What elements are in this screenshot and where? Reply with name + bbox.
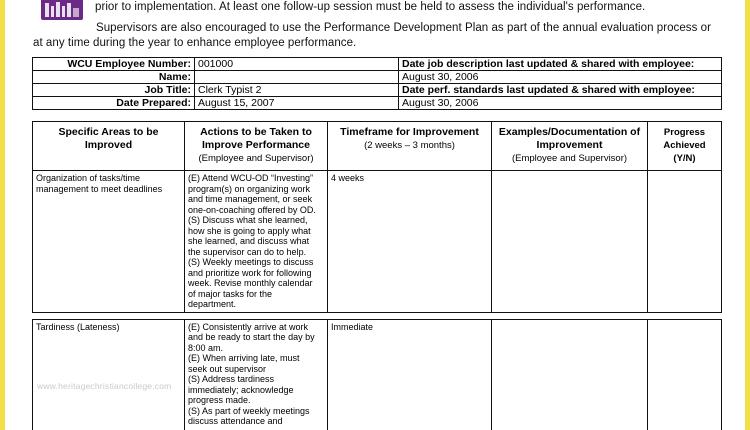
intro-line-1: prior to implementation. At least one follow-up session must be held to assess the individual's performance. [95, 1, 646, 13]
row1-examples [492, 171, 648, 313]
header-timeframe-line-1: Timeframe for Improvement [340, 126, 479, 138]
row1-action-line: (E) Attend WCU-OD “Investing” [188, 173, 314, 183]
header-areas-line-1: Specific Areas to be [58, 126, 159, 138]
row1-action-line: program(s) on organizing work [188, 183, 311, 194]
header-examples-line-1: Examples/Documentation of [498, 126, 641, 138]
row1-area [33, 171, 185, 313]
name-value [195, 71, 399, 84]
header-progress-line-3: (Y/N) [673, 153, 696, 164]
watermark-text: www.heritagechristiancollege.com [37, 381, 172, 391]
row2-action-line: discuss attendance and [188, 416, 283, 426]
date-prepared-value: August 15, 2007 [195, 97, 399, 110]
job-title-value: Clerk Typist 2 [195, 84, 399, 97]
perf-standards-date: August 30, 2006 [399, 97, 722, 110]
header-examples [492, 122, 648, 171]
row1-action-line: of major tasks for the [188, 288, 273, 299]
row1-area-line: management to meet deadlines [36, 183, 163, 194]
job-description-date: August 30, 2006 [399, 71, 722, 84]
row2-action-line: (E) Consistently arrive at work [188, 321, 309, 332]
header-actions-sub: (Employee and Supervisor) [198, 153, 314, 164]
intro-line-3: at any time during the year to enhance employee performance. [33, 37, 357, 49]
header-actions-line-2: Improve Performance [202, 139, 310, 151]
info-row-employee-number [33, 58, 722, 71]
row2-action-line: seek out supervisor [188, 363, 267, 374]
header-examples-sub: (Employee and Supervisor) [511, 153, 628, 164]
row2-action-line: immediately; acknowledge [188, 384, 294, 395]
header-timeframe-sub: (2 weeks – 3 months) [364, 140, 455, 151]
header-actions [185, 122, 328, 171]
row2-action-line: and be ready to start the day by [188, 332, 315, 342]
info-row-name [33, 71, 722, 84]
row1-action-line: week. Revise monthly calendar [188, 278, 313, 288]
university-logo [41, 0, 83, 20]
row1-action-line: and prioritize work for following [188, 267, 312, 278]
row2-actions [185, 319, 328, 430]
row2-area-line: Tardiness (Lateness) [36, 321, 120, 332]
row2-progress [648, 319, 722, 430]
job-description-label: Date job description last updated & shared with employee: [399, 58, 722, 71]
intro-line-2: Supervisors are also encouraged to use the Performance Development Plan as part of the annual evaluation process or [96, 22, 711, 34]
header-specific-areas [33, 122, 185, 171]
row1-action-line: (S) Discuss what she learned, [188, 215, 308, 225]
header-progress-line-1: Progress [663, 127, 706, 138]
name-label: Name: [33, 71, 195, 84]
table-row [33, 319, 722, 430]
employee-number-value: 001000 [195, 58, 399, 71]
header-timeframe [328, 122, 492, 171]
row1-action-line: and time management, or seek [188, 194, 313, 204]
row2-action-line: 8:00 am. [188, 342, 224, 353]
job-title-label: Job Title: [33, 84, 195, 97]
row1-action-line: one-on-coaching offered by OD. [188, 204, 316, 215]
row1-timeframe: 4 weeks [328, 171, 492, 313]
row2-area [33, 319, 185, 430]
row2-timeframe: Immediate [328, 319, 492, 430]
row2-action-line: (S) Address tardiness [188, 374, 275, 384]
row1-action-line: department. [188, 299, 237, 309]
row1-action-line: the supervisor can do to help. [188, 246, 307, 257]
employee-info-table [32, 57, 722, 110]
header-progress-line-2: Achieved [663, 140, 706, 151]
info-row-date-prepared [33, 97, 722, 110]
row2-action-line: (S) As part of weekly meetings [188, 405, 310, 416]
row1-action-line: how she is going to apply what [188, 225, 311, 236]
row1-action-line: (S) Weekly meetings to discuss [188, 257, 314, 267]
header-actions-line-1: Actions to be Taken to [200, 126, 312, 138]
employee-number-label: WCU Employee Number: [33, 58, 195, 71]
row1-actions [185, 171, 328, 313]
row2-examples [492, 319, 648, 430]
header-areas-line-2: Improved [84, 139, 133, 151]
row1-progress [648, 171, 722, 313]
row1-action-line: she learned, and discuss what [188, 236, 310, 246]
document-page [5, 0, 745, 430]
row2-action-line: (E) When arriving late, must [188, 353, 300, 363]
row2-action-line: progress made. [188, 395, 251, 405]
row-spacer [33, 312, 722, 319]
table-row [33, 171, 722, 313]
plan-header-row [33, 122, 722, 171]
row1-area-line: Organization of tasks/time [36, 173, 141, 183]
header-examples-line-2: Improvement [536, 139, 603, 151]
date-prepared-label: Date Prepared: [33, 97, 195, 110]
perf-standards-label: Date perf. standards last updated & shared with employee: [399, 84, 722, 97]
info-row-job-title [33, 84, 722, 97]
header-progress [648, 122, 722, 171]
